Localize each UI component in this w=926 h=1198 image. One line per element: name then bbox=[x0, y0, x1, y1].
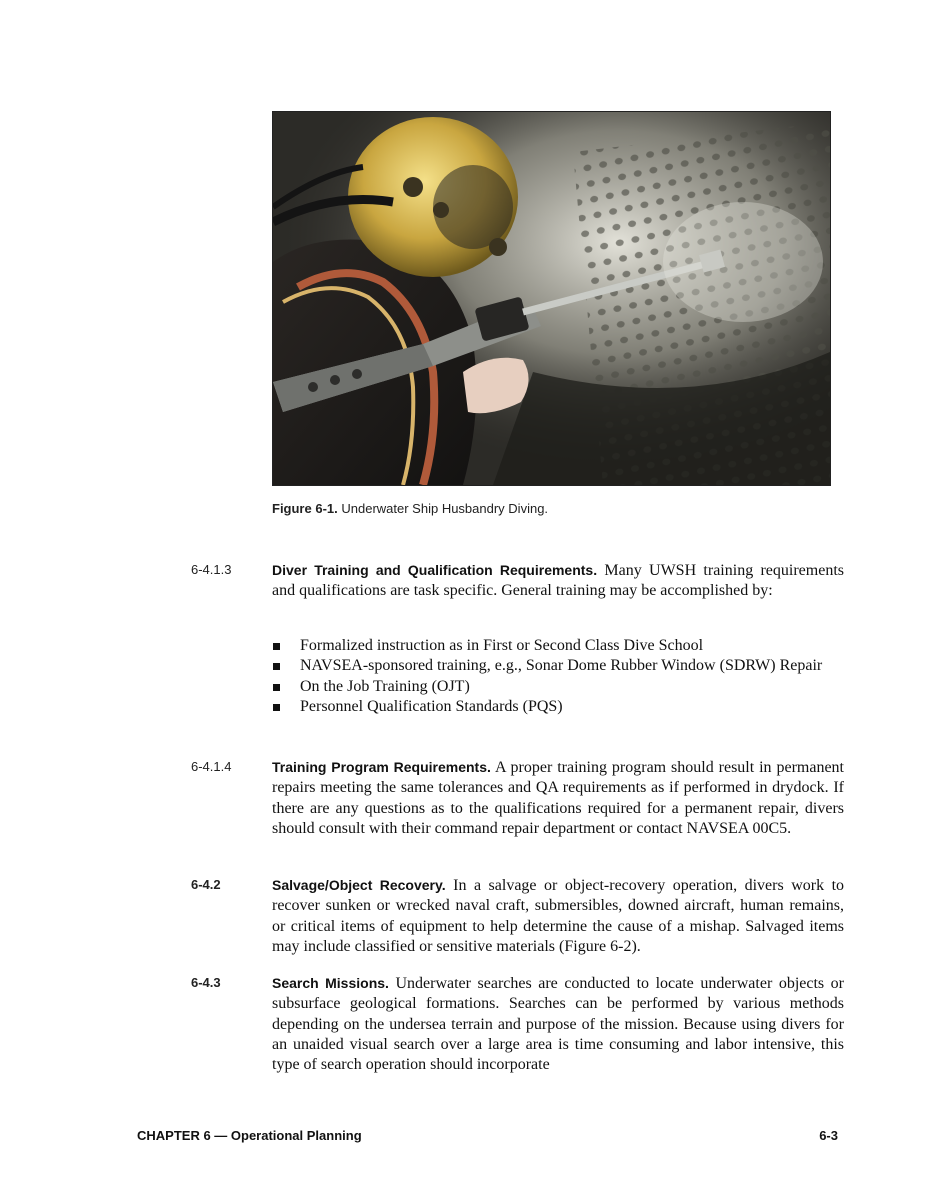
section-number: 6-4.2 bbox=[191, 877, 221, 892]
section-text: Underwater searches are conducted to locate underwater objects or subsurface geological formations. Searches can be performed by various methods depending on the undersea terrain and purpose of the mission. Because using divers for an unaided visual search over a large area is time consuming and labor intensive, this type of search operation should incorporate bbox=[272, 975, 845, 1074]
list-item: NAVSEA-sponsored training, e.g., Sonar Dome Rubber Window (SDRW) Repair bbox=[272, 656, 844, 676]
section-heading: Salvage/Object Recovery. bbox=[272, 877, 446, 893]
section-number: 6-4.3 bbox=[191, 975, 221, 990]
diver-illustration bbox=[273, 112, 830, 485]
section-paragraph bbox=[272, 560, 844, 602]
section-paragraph bbox=[272, 973, 844, 1075]
training-list bbox=[272, 636, 844, 717]
section-text: In a salvage or object-recovery operation, divers work to recover sunken or wrecked naval craft, submersibles, downed aircraft, human remains, or critical items of equipment to help determine the cause of a mishap. Salvaged items may include classified or sensitive materials (Figure 6-2). bbox=[272, 877, 845, 955]
figure-photo bbox=[272, 111, 831, 486]
list-item: Personnel Qualification Standards (PQS) bbox=[272, 697, 844, 717]
footer-page-number: 6-3 bbox=[819, 1128, 838, 1143]
section-heading: Diver Training and Qualification Requirements. bbox=[272, 562, 598, 578]
footer-chapter: CHAPTER 6 — Operational Planning bbox=[137, 1128, 362, 1143]
list-item: On the Job Training (OJT) bbox=[272, 677, 844, 697]
section-text: Many UWSH training requirements and qualifications are task specific. General training may be accomplished by: bbox=[272, 562, 844, 600]
section-heading: Training Program Requirements. bbox=[272, 759, 491, 775]
section-paragraph bbox=[272, 875, 844, 957]
section-number: 6-4.1.3 bbox=[191, 562, 232, 577]
section-text: A proper training program should result in permanent repairs meeting the same tolerances and QA requirements as if performed in drydock. If there are any questions as to the qualifications required for a permanent repair, divers should consult with their command repair department or contact NAVSEA 00C5. bbox=[272, 759, 844, 837]
figure-label: Figure 6-1. bbox=[272, 501, 338, 516]
section-paragraph bbox=[272, 757, 844, 839]
figure-caption-text: Underwater Ship Husbandry Diving. bbox=[341, 501, 549, 516]
section-number: 6-4.1.4 bbox=[191, 759, 232, 774]
figure-caption bbox=[272, 501, 548, 516]
section-heading: Search Missions. bbox=[272, 975, 389, 991]
list-item: Formalized instruction as in First or Second Class Dive School bbox=[272, 636, 844, 656]
